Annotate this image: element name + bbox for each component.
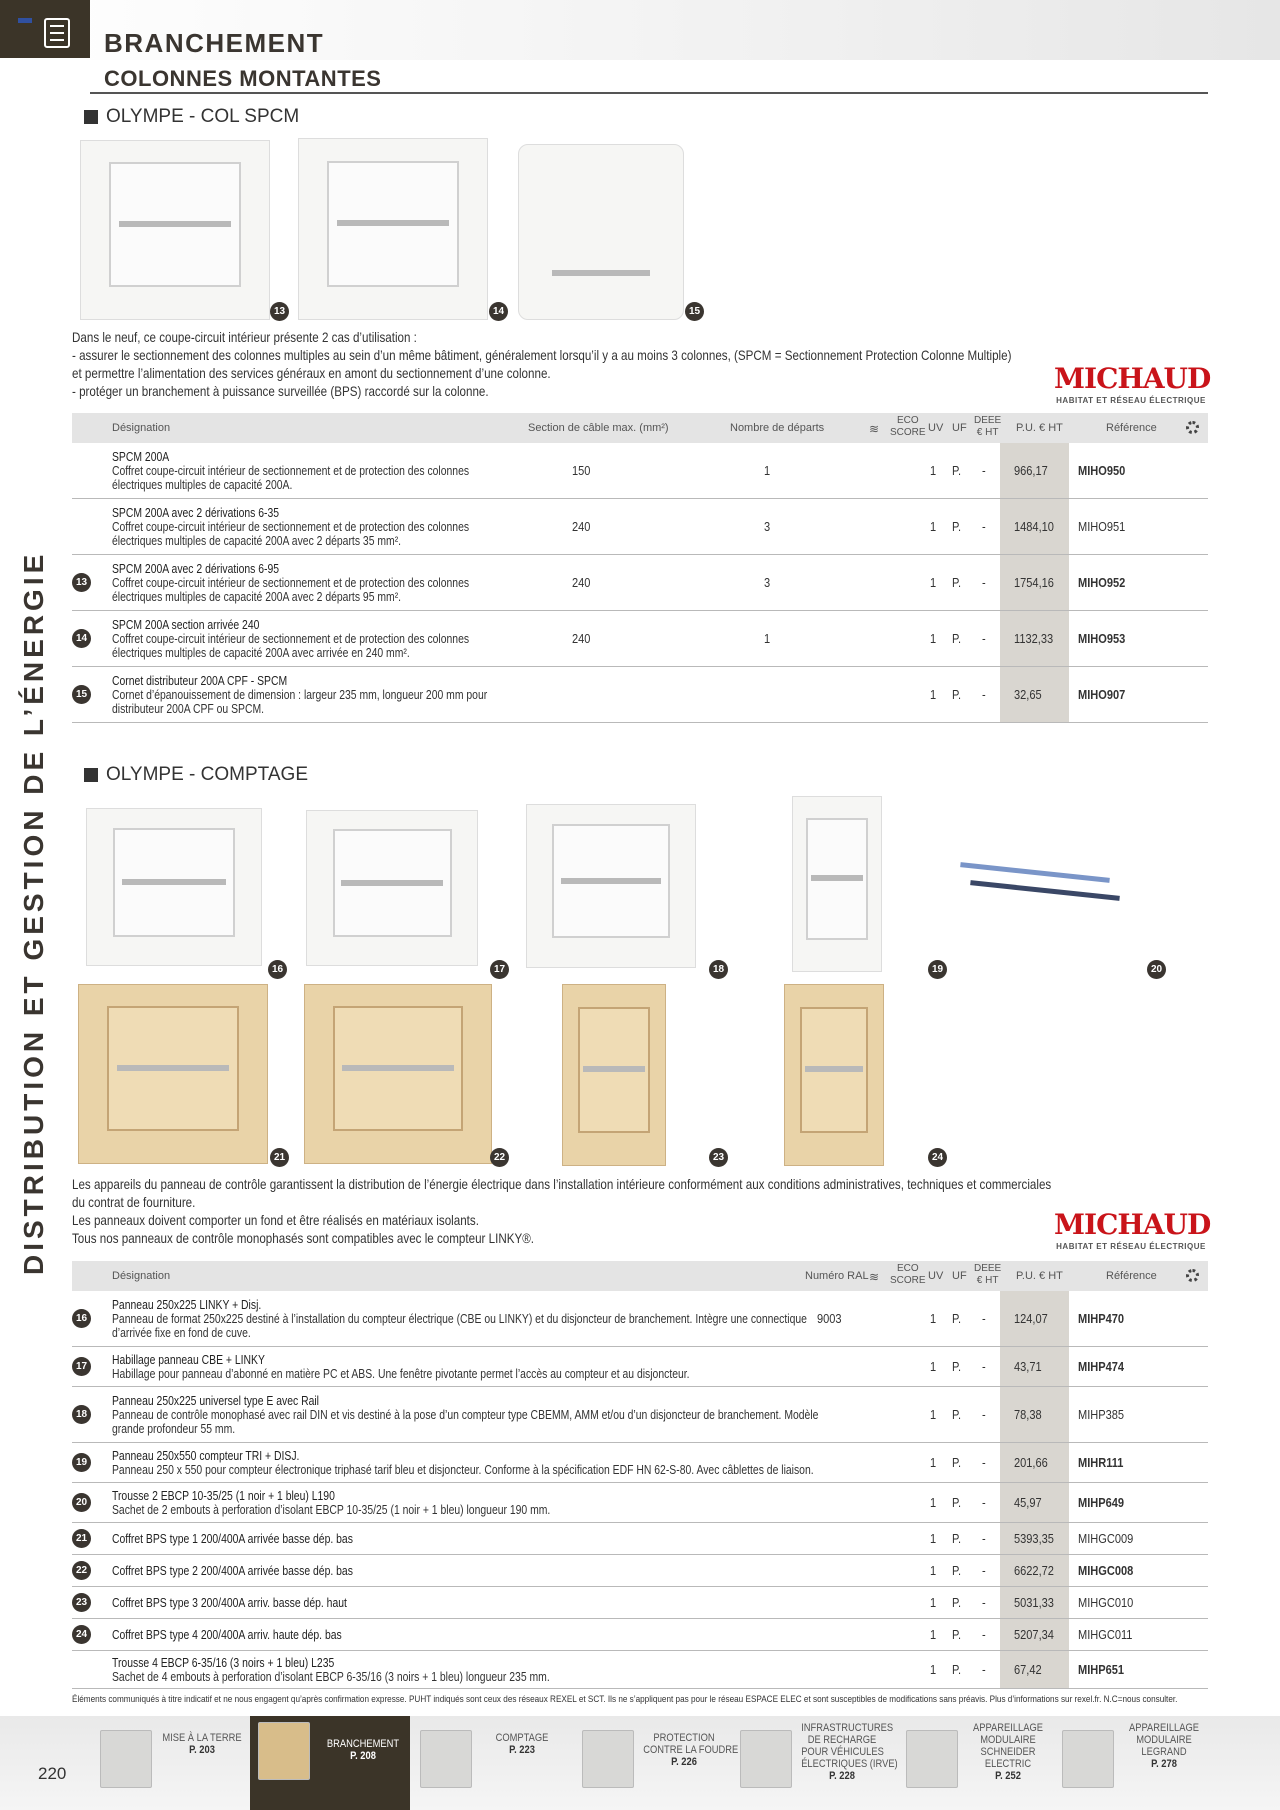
- cell-reference[interactable]: MIHO953: [1078, 631, 1126, 646]
- table-row: [72, 1347, 1208, 1387]
- cell-uf: P.: [952, 1359, 962, 1374]
- cell-uf: P.: [952, 575, 962, 590]
- row-designation: SPCM 200A avec 2 dérivations 6-35 Coffret coupe-circuit intérieur de sectionnement et de protection des colonnes électriques multiples de capacité 200A avec 2 départs 35 mm².: [112, 505, 470, 548]
- cell-uf: P.: [952, 1495, 962, 1510]
- image-badge: 13: [270, 302, 289, 321]
- cell-reference[interactable]: MIHO951: [1078, 519, 1126, 534]
- brand-logo: MICHAUD HABITAT ET RÉSEAU ÉLECTRIQUE: [1054, 362, 1211, 405]
- cell-deee: -: [982, 1407, 986, 1422]
- footer-nav-label: APPAREILLAGE MODULAIRE LEGRAND P. 278: [1129, 1722, 1199, 1770]
- cell-reference[interactable]: MIHP474: [1078, 1359, 1125, 1374]
- row-designation: SPCM 200A Coffret coupe-circuit intérieur de sectionnement et de protection des colonnes électriques multiples de capacité 200A.: [112, 449, 470, 492]
- cell-uf: P.: [952, 1311, 962, 1326]
- cell-uf: P.: [952, 1563, 962, 1578]
- cell-departs: 3: [764, 519, 771, 534]
- footer-nav-label: PROTECTION CONTRE LA FOUDRE P. 226: [643, 1732, 739, 1768]
- row-designation: Panneau 250x225 LINKY + Disj. Panneau de format 250x225 destiné à l’installation du compteur électrique (CBE ou LINKY) et du disjoncteur de branchement. Intègre une connectique d’arrivée fixe en fond de cuve.: [112, 1297, 807, 1340]
- cell-section: 240: [572, 631, 591, 646]
- row-designation: Coffret BPS type 1 200/400A arrivée basse dép. bas: [112, 1531, 353, 1546]
- cell-uv: 1: [930, 1563, 937, 1578]
- row-badge: 17: [72, 1357, 91, 1376]
- cell-uf: P.: [952, 631, 962, 646]
- table-row: [72, 1387, 1208, 1443]
- product-image-23: [562, 984, 666, 1166]
- cell-section: 240: [572, 575, 591, 590]
- cell-price: 1484,10: [1014, 519, 1054, 534]
- cell-reference[interactable]: MIHP649: [1078, 1495, 1125, 1510]
- table-row: [72, 443, 1208, 499]
- row-badge: 24: [72, 1625, 91, 1644]
- product-image-15: [518, 144, 684, 320]
- table-row: [72, 1523, 1208, 1555]
- cell-deee: -: [982, 1627, 986, 1642]
- cell-reference[interactable]: MIHGC009: [1078, 1531, 1134, 1546]
- cell-price: 1132,33: [1014, 631, 1054, 646]
- cell-price: 67,42: [1014, 1662, 1042, 1677]
- brand-logo: MICHAUD HABITAT ET RÉSEAU ÉLECTRIQUE: [1054, 1208, 1211, 1251]
- footer-nav-item[interactable]: [100, 1720, 250, 1806]
- square-bullet-icon: [84, 768, 98, 782]
- cell-price: 78,38: [1014, 1407, 1042, 1422]
- cell-reference[interactable]: MIHGC010: [1078, 1595, 1134, 1610]
- row-designation: Coffret BPS type 2 200/400A arrivée basse dép. bas: [112, 1563, 353, 1578]
- cell-price: 201,66: [1014, 1455, 1048, 1470]
- image-badge: 15: [685, 302, 704, 321]
- table-row: [72, 1483, 1208, 1523]
- footer-nav-label: MISE À LA TERRE P. 203: [162, 1732, 242, 1756]
- cell-deee: -: [982, 1595, 986, 1610]
- cell-uv: 1: [930, 463, 937, 478]
- cell-uv: 1: [930, 1455, 937, 1470]
- row-badge: 22: [72, 1561, 91, 1580]
- cell-uf: P.: [952, 1455, 962, 1470]
- row-badge: 13: [72, 573, 91, 592]
- section-tab[interactable]: [0, 0, 90, 58]
- table-row: [72, 555, 1208, 611]
- cell-price: 966,17: [1014, 463, 1048, 478]
- cell-departs: 3: [764, 575, 771, 590]
- image-badge: 16: [268, 960, 287, 979]
- category-thumbnail: [420, 1730, 472, 1788]
- image-badge: 19: [928, 960, 947, 979]
- cell-reference[interactable]: MIHP385: [1078, 1407, 1125, 1422]
- footer-nav-item[interactable]: [582, 1720, 739, 1806]
- cell-price: 32,65: [1014, 687, 1042, 702]
- section-description: Les appareils du panneau de contrôle garantissent la distribution de l’énergie électrique dans l’installation intérieure conformément aux conditions administratives, techniques et commerciales du contrat de fourniture. Les panneaux doivent comporter un fond et être réalisés en matériaux isolants. Tous nos panneaux de contrôle monophasés sont compatibles avec le compteur LINKY®.: [72, 1176, 1052, 1246]
- cell-uf: P.: [952, 1531, 962, 1546]
- category-thumbnail: [582, 1730, 634, 1788]
- product-image-17: [306, 810, 478, 966]
- cell-price: 1754,16: [1014, 575, 1054, 590]
- cell-deee: -: [982, 631, 986, 646]
- row-designation: Habillage panneau CBE + LINKY Habillage pour panneau d’abonné en matière PC et ABS. Une fenêtre pivotante permet l’accès au compteur et au disjoncteur.: [112, 1352, 690, 1381]
- cell-ral: 9003: [817, 1311, 842, 1326]
- cell-uf: P.: [952, 687, 962, 702]
- row-badge: 19: [72, 1453, 91, 1472]
- table-header: Désignation Numéro RAL ≋ ECO SCORE UV UF DEEE € HT P.U. € HT Référence: [72, 1261, 1208, 1291]
- row-designation: Panneau 250x225 universel type E avec Rail Panneau de contrôle monophasé avec rail DIN et vis destiné à la pose d’un compteur type CBEMM, AMM et/ou d’un disjoncteur de branchement. Modèle grande profondeur 55 mm.: [112, 1393, 819, 1436]
- footer-nav-label: INFRASTRUCTURES DE RECHARGE POUR VÉHICULES ÉLECTRIQUES (IRVE) P. 228: [801, 1722, 898, 1782]
- cell-deee: -: [982, 463, 986, 478]
- cell-deee: -: [982, 575, 986, 590]
- cell-deee: -: [982, 1359, 986, 1374]
- cell-uf: P.: [952, 1627, 962, 1642]
- cell-price: 5393,35: [1014, 1531, 1054, 1546]
- category-thumbnail: [100, 1730, 152, 1788]
- footer-nav-item[interactable]: [420, 1720, 570, 1806]
- cell-uv: 1: [930, 1662, 937, 1677]
- row-badge: 21: [72, 1529, 91, 1548]
- wifi-icon: ≋: [869, 422, 880, 436]
- cell-deee: -: [982, 519, 986, 534]
- section-description: Dans le neuf, ce coupe-circuit intérieur présente 2 cas d’utilisation : - assurer le sectionnement des colonnes multiples au sein d’un même bâtiment, généralement lorsqu’il y a au moins 3 colonnes, (SPCM = Sectionnement Protection Colonne Multiple) et permettre l’alimentation des services généraux en amont du sectionnement d’une colonne. - protéger un branchement à puissance surveillée (BPS) raccordé sur la colonne.: [72, 329, 1012, 399]
- cell-deee: -: [982, 687, 986, 702]
- cell-price: 5207,34: [1014, 1627, 1054, 1642]
- row-badge: 16: [72, 1309, 91, 1328]
- image-badge: 17: [490, 960, 509, 979]
- cell-reference[interactable]: MIHP651: [1078, 1662, 1125, 1677]
- row-designation: Trousse 2 EBCP 10-35/25 (1 noir + 1 bleu) L190 Sachet de 2 embouts à perforation d’isolant EBCP 10-35/25 (1 noir + 1 bleu) longueur 190 mm.: [112, 1488, 551, 1517]
- page-number: 220: [38, 1764, 67, 1783]
- footer-nav-label: APPAREILLAGE MODULAIRE SCHNEIDER ELECTRIC P. 252: [973, 1722, 1043, 1782]
- row-badge: 23: [72, 1593, 91, 1612]
- product-image-21: [78, 984, 268, 1164]
- cell-uv: 1: [930, 631, 937, 646]
- table-row: [72, 1555, 1208, 1587]
- cell-uv: 1: [930, 1627, 937, 1642]
- table-row: [72, 1619, 1208, 1651]
- wifi-icon: ≋: [869, 1270, 880, 1284]
- product-image-18: [526, 804, 696, 968]
- cell-uf: P.: [952, 1595, 962, 1610]
- section-title-comptage: OLYMPE - COMPTAGE: [84, 764, 308, 786]
- cell-deee: -: [982, 1455, 986, 1470]
- product-image-14: [298, 138, 488, 320]
- cell-uv: 1: [930, 1531, 937, 1546]
- image-badge: 14: [489, 302, 508, 321]
- cell-uv: 1: [930, 519, 937, 534]
- square-bullet-icon: [84, 110, 98, 124]
- category-thumbnail: [258, 1722, 310, 1780]
- row-designation: Panneau 250x550 compteur TRI + DISJ. Panneau 250 x 550 pour compteur électronique triphasé tarif bleu et disjoncteur. Conforme à la spécification EDF HN 62-S-80. Avec câblettes de liaison.: [112, 1448, 814, 1477]
- cell-uv: 1: [930, 1311, 937, 1326]
- table-row: [72, 1291, 1208, 1347]
- cell-uv: 1: [930, 1495, 937, 1510]
- cell-section: 150: [572, 463, 591, 478]
- row-designation: Coffret BPS type 3 200/400A arriv. basse dép. haut: [112, 1595, 347, 1610]
- cell-price: 43,71: [1014, 1359, 1042, 1374]
- table-row: [72, 1587, 1208, 1619]
- cell-section: 240: [572, 519, 591, 534]
- category-thumbnail: [906, 1730, 958, 1788]
- image-badge: 24: [928, 1148, 947, 1167]
- row-designation: Trousse 4 EBCP 6-35/16 (3 noirs + 1 bleu) L235 Sachet de 4 embouts à perforation d’isolant EBCP 6-35/16 (3 noirs + 1 bleu) longueur 235 mm.: [112, 1655, 550, 1684]
- image-badge: 21: [270, 1148, 289, 1167]
- product-image-13: [80, 140, 270, 320]
- page-title: BRANCHEMENT: [104, 28, 325, 58]
- row-designation: Coffret BPS type 4 200/400A arriv. haute dép. bas: [112, 1627, 342, 1642]
- footer-nav-label: BRANCHEMENT P. 208: [326, 1738, 400, 1762]
- cell-reference[interactable]: MIHO950: [1078, 463, 1126, 478]
- cell-reference[interactable]: MIHP470: [1078, 1311, 1125, 1326]
- settings-icon[interactable]: [1186, 1269, 1199, 1282]
- cell-uv: 1: [930, 1359, 937, 1374]
- row-designation: SPCM 200A avec 2 dérivations 6-95 Coffret coupe-circuit intérieur de sectionnement et de protection des colonnes électriques multiples de capacité 200A avec 2 départs 95 mm².: [112, 561, 470, 604]
- cell-uv: 1: [930, 687, 937, 702]
- footer-nav-item[interactable]: [906, 1720, 1056, 1806]
- cell-reference[interactable]: MIHGC011: [1078, 1627, 1133, 1642]
- category-thumbnail: [740, 1730, 792, 1788]
- flag-icon: [18, 18, 32, 23]
- page-subtitle: COLONNES MONTANTES: [104, 66, 382, 91]
- row-badge: 18: [72, 1405, 91, 1424]
- footer-nav-item[interactable]: [1062, 1720, 1212, 1806]
- cell-reference[interactable]: MIHO952: [1078, 575, 1126, 590]
- cell-price: 124,07: [1014, 1311, 1048, 1326]
- table-row: [72, 1651, 1208, 1689]
- table-row: [72, 611, 1208, 667]
- cell-deee: -: [982, 1662, 986, 1677]
- cell-reference[interactable]: MIHGC008: [1078, 1563, 1134, 1578]
- cell-uf: P.: [952, 1662, 962, 1677]
- product-image-19: [792, 796, 882, 972]
- image-badge: 22: [490, 1148, 509, 1167]
- section-title-spcm: OLYMPE - COL SPCM: [84, 106, 299, 128]
- table-header: Désignation Section de câble max. (mm²) Nombre de départs ≋ ECO SCORE UV UF DEEE € HT P.U. € HT Référence: [72, 413, 1208, 443]
- row-designation: SPCM 200A section arrivée 240 Coffret coupe-circuit intérieur de sectionnement et de protection des colonnes électriques multiples de capacité 200A avec arrivée en 240 mm².: [112, 617, 470, 660]
- image-badge: 20: [1147, 960, 1166, 979]
- image-badge: 18: [709, 960, 728, 979]
- cell-departs: 1: [764, 463, 771, 478]
- table-row: [72, 1443, 1208, 1483]
- product-image-20: [950, 840, 1160, 920]
- footnote: Éléments communiqués à titre indicatif et ne nous engagent qu’après confirmation expresse. PUHT indiqués sont ceux des réseaux REXEL et SCT. Ils ne s’appliquent pas pour le réseau ESPACE ELEC et sont susceptibles de modifications sans préavis. Plus d’informations sur rexel.fr. N.C=nous consulter.: [72, 1694, 1178, 1705]
- table-row: [72, 667, 1208, 723]
- row-designation: Cornet distributeur 200A CPF - SPCM Cornet d’épanouissement de dimension : largeur 235 mm, longueur 200 mm pour distributeur 200A CPF ou SPCM.: [112, 673, 488, 716]
- table-row: [72, 499, 1208, 555]
- cell-uf: P.: [952, 1407, 962, 1422]
- cell-uf: P.: [952, 519, 962, 534]
- vertical-chapter-title: DISTRIBUTION ET GESTION DE L’ÉNERGIE: [18, 550, 49, 1275]
- row-badge: 20: [72, 1493, 91, 1512]
- category-thumbnail: [1062, 1730, 1114, 1788]
- product-image-16: [86, 808, 262, 966]
- cell-departs: 1: [764, 631, 771, 646]
- cell-deee: -: [982, 1311, 986, 1326]
- cell-reference[interactable]: MIHR111: [1078, 1455, 1124, 1470]
- cell-uv: 1: [930, 1595, 937, 1610]
- footer-nav-label: COMPTAGE P. 223: [495, 1732, 549, 1756]
- cell-uf: P.: [952, 463, 962, 478]
- title-divider: [90, 92, 1208, 94]
- settings-icon[interactable]: [1186, 421, 1199, 434]
- cell-reference[interactable]: MIHO907: [1078, 687, 1126, 702]
- image-badge: 23: [709, 1148, 728, 1167]
- cell-deee: -: [982, 1531, 986, 1546]
- row-badge: 15: [72, 685, 91, 704]
- cell-price: 6622,72: [1014, 1563, 1054, 1578]
- cell-uv: 1: [930, 575, 937, 590]
- cell-deee: -: [982, 1495, 986, 1510]
- cell-price: 45,97: [1014, 1495, 1042, 1510]
- catalog-icon: [44, 18, 70, 48]
- product-image-24: [784, 984, 884, 1166]
- product-image-22: [304, 984, 492, 1164]
- footer-nav-item[interactable]: [740, 1720, 898, 1806]
- cell-deee: -: [982, 1563, 986, 1578]
- cell-price: 5031,33: [1014, 1595, 1054, 1610]
- row-badge: 14: [72, 629, 91, 648]
- cell-uv: 1: [930, 1407, 937, 1422]
- footer-nav-item[interactable]: [250, 1716, 410, 1810]
